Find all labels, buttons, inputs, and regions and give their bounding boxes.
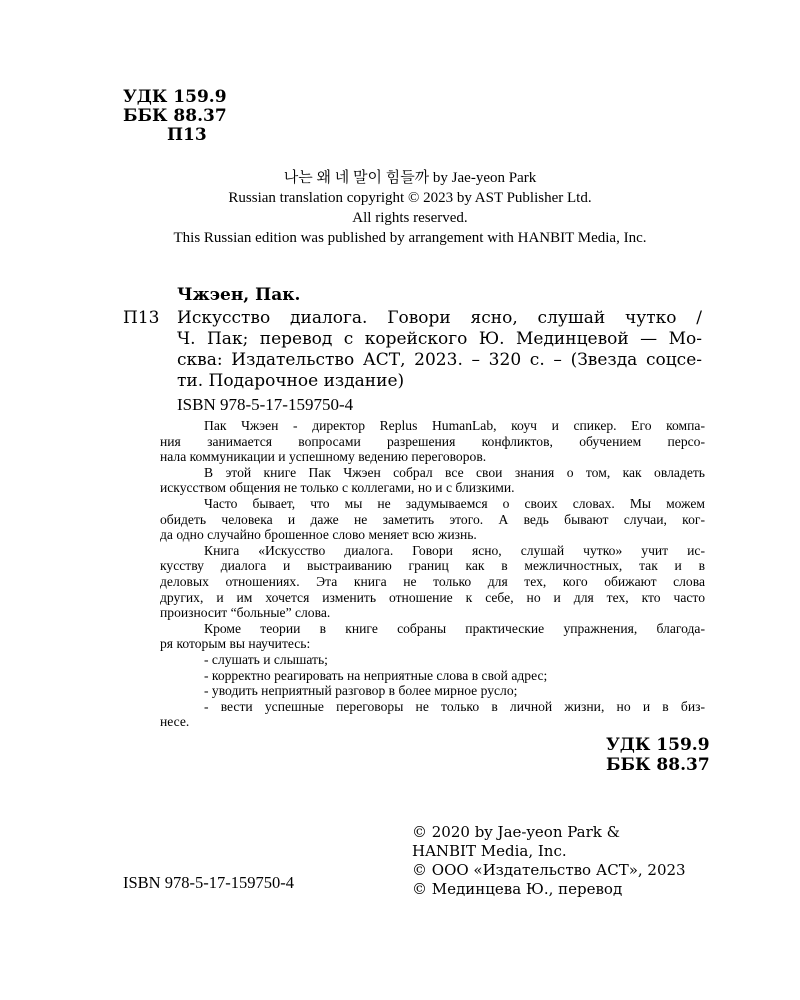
title-line: Ч. Пак; перевод с корейского Ю. Мединцевой — Мо-	[177, 329, 702, 349]
annotation-line: нала коммуникации и успешному ведению переговоров.	[160, 449, 487, 465]
annotation-paragraph	[160, 418, 705, 465]
annotation-line: Часто бывает, что мы не задумываемся о своих словах. Мы можем	[204, 495, 705, 511]
annotation-paragraph	[160, 543, 705, 621]
annotation-line: других, и им хочется изменить отношение к себе, но и для тех, кто часто	[160, 589, 705, 605]
record-isbn: ISBN 978-5-17-159750-4	[177, 395, 354, 414]
annotation-paragraph	[160, 465, 705, 496]
list-item: - вести успешные переговоры не только в личной жизни, но и в биз-	[204, 698, 705, 714]
copyright-credits	[412, 823, 686, 899]
original-title-line: 나는 왜 네 말이 힘들까 by Jae-yeon Park	[283, 170, 537, 186]
annotation-line: Пак Чжэен - директор Replus HumanLab, коуч и спикер. Его компа-	[204, 418, 705, 433]
title-line: сква: Издательство АСТ, 2023. – 320 с. – (Звезда соцсе-	[177, 350, 702, 370]
record-call-number: П13	[123, 308, 160, 328]
author-mark: П13	[167, 125, 207, 145]
top-classification-codes	[123, 88, 227, 145]
list-item: - уводить неприятный разговор в более мирное русло;	[204, 683, 518, 699]
annotation-line: обидеть человека и даже не заметить этого. А ведь бывают случаи, ког-	[160, 511, 705, 527]
rights-reserved-line: All rights reserved.	[352, 210, 468, 226]
annotation-line: В этой книге Пак Чжэен собрал все свои знания о том, как овладеть	[204, 464, 705, 480]
copyright-notice	[120, 168, 700, 248]
annotation-line: искусством общения не только с коллегами, но и с близкими.	[160, 480, 515, 496]
bottom-isbn: ISBN 978-5-17-159750-4	[123, 873, 294, 892]
credit-line: © Мединцева Ю., перевод	[412, 880, 623, 898]
credit-line: © 2020 by Jae-yeon Park &	[412, 823, 621, 841]
annotation	[160, 418, 705, 730]
title-line: ти. Подарочное издание)	[177, 371, 405, 391]
annotation-line: произносит “больные” слова.	[160, 605, 331, 621]
bbk-code: ББК 88.37	[606, 755, 710, 775]
annotation-paragraph	[160, 621, 705, 652]
annotation-line: деловых отношениях. Эта книга не только для тех, кого обижают слова	[160, 573, 705, 589]
udk-code: УДК 159.9	[123, 87, 227, 107]
credit-line: © ООО «Издательство АСТ», 2023	[412, 861, 686, 879]
bottom-classification-codes	[606, 735, 710, 775]
udk-code: УДК 159.9	[606, 735, 710, 755]
record-author: Чжэен, Пак.	[177, 285, 301, 305]
annotation-line: да одно случайно брошенное слово меняет всю жизнь.	[160, 527, 477, 543]
annotation-line: Кроме теории в книге собраны практические упражнения, благода-	[204, 620, 705, 636]
record-title-block	[177, 308, 702, 392]
annotation-line: кусству диалога и выстраиванию границ как в межличностных, так и в	[160, 558, 705, 574]
credit-line: HANBIT Media, Inc.	[412, 842, 567, 860]
edition-arrangement-line: This Russian edition was published by arrangement with HANBIT Media, Inc.	[173, 230, 647, 246]
list-item: - слушать и слышать;	[204, 651, 328, 667]
list-item-continuation: несе.	[160, 714, 190, 730]
bbk-code: ББК 88.37	[123, 106, 227, 126]
title-line: Искусство диалога. Говори ясно, слушай чутко /	[177, 308, 702, 328]
list-item: - корректно реагировать на неприятные слова в свой адрес;	[204, 667, 548, 683]
annotation-line: Книга «Искусство диалога. Говори ясно, слушай чутко» учит ис-	[204, 542, 705, 558]
annotation-paragraph	[160, 496, 705, 543]
annotation-line: ния занимается вопросами разрешения конфликтов, обучением персо-	[160, 433, 705, 449]
annotation-line: ря которым вы научитесь:	[160, 636, 311, 652]
translation-copyright-line: Russian translation copyright © 2023 by AST Publisher Ltd.	[228, 190, 592, 206]
annotation-list	[160, 652, 705, 730]
